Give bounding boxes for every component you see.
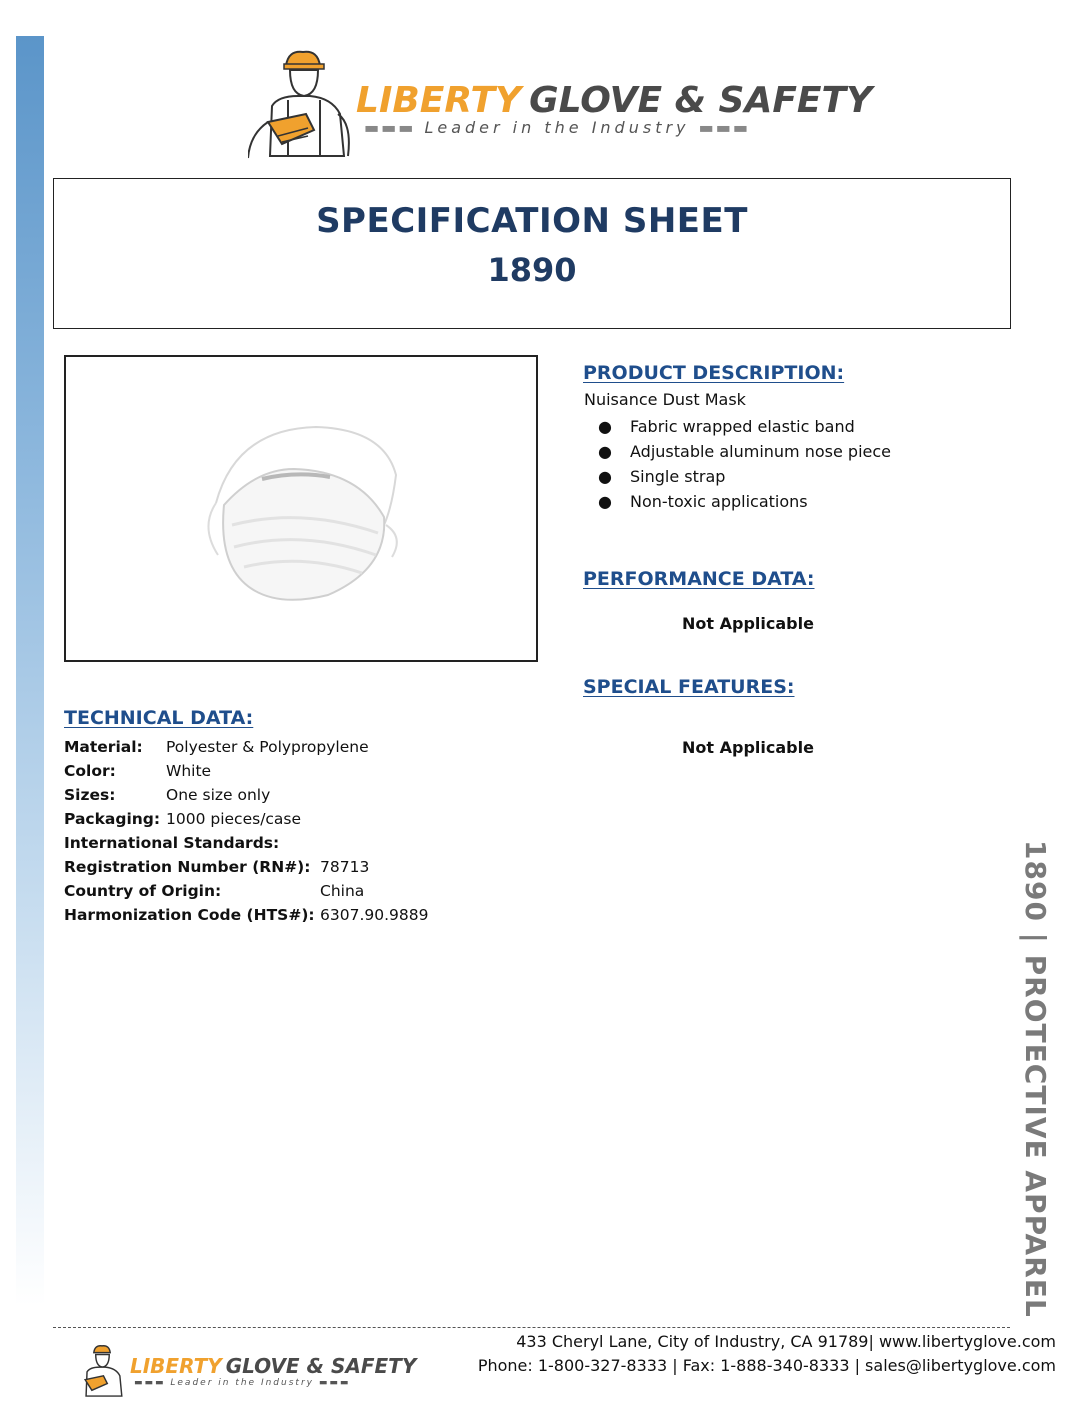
bullet-dot-icon: ● — [598, 467, 612, 486]
bullet-dot-icon: ● — [598, 492, 612, 511]
bullet-dot-icon: ● — [598, 442, 612, 461]
header-logo — [248, 44, 873, 160]
list-item: ● Adjustable aluminum nose piece — [598, 439, 891, 464]
footer-contact: Phone: 1-800-327-8333 | Fax: 1-888-340-8333 | sales@libertyglove.com — [477, 1356, 1056, 1375]
product-name: Nuisance Dust Mask — [584, 390, 746, 409]
performance-data-heading: PERFORMANCE DATA: — [583, 568, 815, 590]
footer-logo — [74, 1340, 417, 1400]
product-image-frame — [64, 355, 538, 662]
feature-list — [598, 414, 891, 514]
side-product-label: 1890 | PROTECTIVE APPAREL — [1019, 840, 1052, 1318]
left-color-bar — [16, 36, 44, 1306]
worker-holding-glove-icon — [74, 1342, 130, 1398]
product-number: 1890 — [487, 251, 577, 289]
brand-name: LIBERTY GLOVE & SAFETY — [356, 80, 873, 121]
footer-address: 433 Cheryl Lane, City of Industry, CA 91789| www.libertyglove.com — [516, 1332, 1056, 1351]
brand-tagline: ▬▬▬ Leader in the Industry ▬▬▬ — [364, 118, 750, 137]
page-title: SPECIFICATION SHEET — [316, 201, 748, 241]
footer-brand-name: LIBERTY GLOVE & SAFETY — [130, 1354, 417, 1378]
list-item: ● Single strap — [598, 464, 891, 489]
list-item: ● Non-toxic applications — [598, 489, 891, 514]
list-item: ● Fabric wrapped elastic band — [598, 414, 891, 439]
performance-data-value: Not Applicable — [682, 614, 814, 633]
dust-mask-icon — [66, 357, 536, 660]
technical-data-heading: TECHNICAL DATA: — [64, 707, 254, 729]
special-features-value: Not Applicable — [682, 738, 814, 757]
footer-divider — [53, 1327, 1010, 1328]
worker-holding-glove-icon — [248, 44, 358, 160]
product-description-heading: PRODUCT DESCRIPTION: — [583, 362, 845, 384]
footer-brand-tagline: ▬▬▬ Leader in the Industry ▬▬▬ — [134, 1378, 351, 1388]
bullet-dot-icon: ● — [598, 417, 612, 436]
special-features-heading: SPECIAL FEATURES: — [583, 676, 795, 698]
title-box — [53, 178, 1011, 329]
